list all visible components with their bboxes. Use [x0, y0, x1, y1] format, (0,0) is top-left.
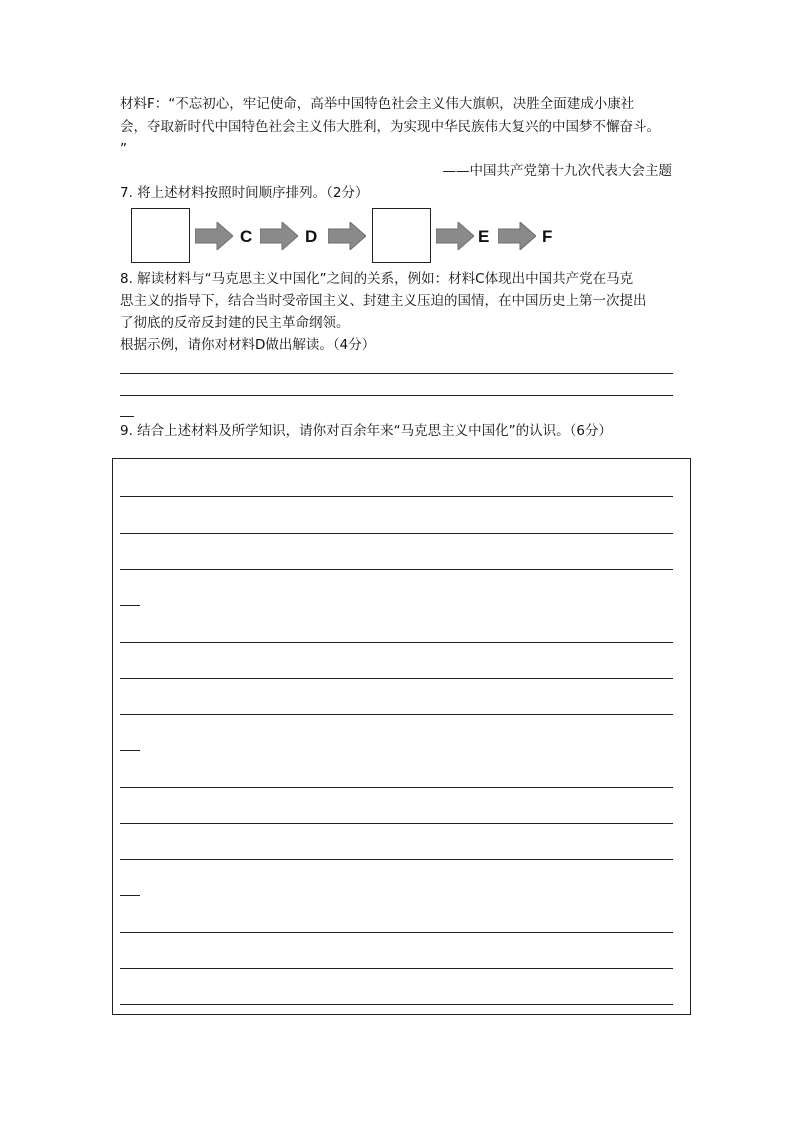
material-f-source: ——中国共产党第十九次代表大会主题: [442, 163, 672, 179]
answer-line: [120, 569, 673, 570]
answer-line-end: [120, 895, 140, 896]
answer-line: [120, 932, 673, 933]
blank-box-1[interactable]: [131, 208, 190, 263]
answer-line: [120, 533, 673, 534]
answer-line: [120, 859, 673, 860]
answer-line: [120, 395, 673, 396]
question-7: 7. 将上述材料按照时间顺序排列。（2分）: [120, 185, 369, 201]
material-f-line-3: ”: [120, 141, 127, 157]
arrow-icon: [328, 222, 366, 250]
answer-line-end: [120, 750, 140, 751]
sequence-letter-d: D: [305, 227, 318, 246]
answer-line: [120, 787, 673, 788]
question-8-line-3: 了彻底的反帝反封建的民主革命纲领。: [120, 315, 350, 331]
arrow-icon: [195, 222, 233, 250]
answer-line-end: [120, 416, 134, 417]
answer-line: [120, 714, 673, 715]
question-8-line-2: 思主义的指导下，结合当时受帝国主义、封建主义压迫的国情，在中国历史上第一次提出: [120, 293, 647, 309]
answer-line-end: [120, 605, 140, 606]
question-8-line-1: 8. 解读材料与“马克思主义中国化”之间的关系，例如：材料C体现出中国共产党在马克: [120, 271, 634, 287]
answer-line: [120, 1004, 673, 1005]
arrow-icon: [436, 222, 474, 250]
answer-line: [120, 678, 673, 679]
answer-line: [120, 968, 673, 969]
arrow-icon: [498, 222, 536, 250]
sequence-letter-e: E: [478, 227, 490, 246]
question-8-line-4: 根据示例，请你对材料D做出解读。（4分）: [120, 337, 376, 353]
answer-line: [120, 823, 673, 824]
material-f-line-1: 材料F：“不忘初心，牢记使命，高举中国特色社会主义伟大旗帜，决胜全面建成小康社: [120, 96, 635, 112]
answer-line: [120, 642, 673, 643]
answer-line: [120, 373, 673, 374]
arrow-icon: [260, 222, 298, 250]
question-9: 9. 结合上述材料及所学知识，请你对百余年来“马克思主义中国化”的认识。（6分）: [120, 423, 612, 439]
sequence-letter-f: F: [542, 227, 553, 246]
answer-line: [120, 496, 673, 497]
material-f-line-2: 会，夺取新时代中国特色社会主义伟大胜利，为实现中华民族伟大复兴的中国梦不懈奋斗。: [120, 119, 660, 135]
sequence-letter-c: C: [240, 227, 253, 246]
blank-box-2[interactable]: [372, 208, 431, 263]
